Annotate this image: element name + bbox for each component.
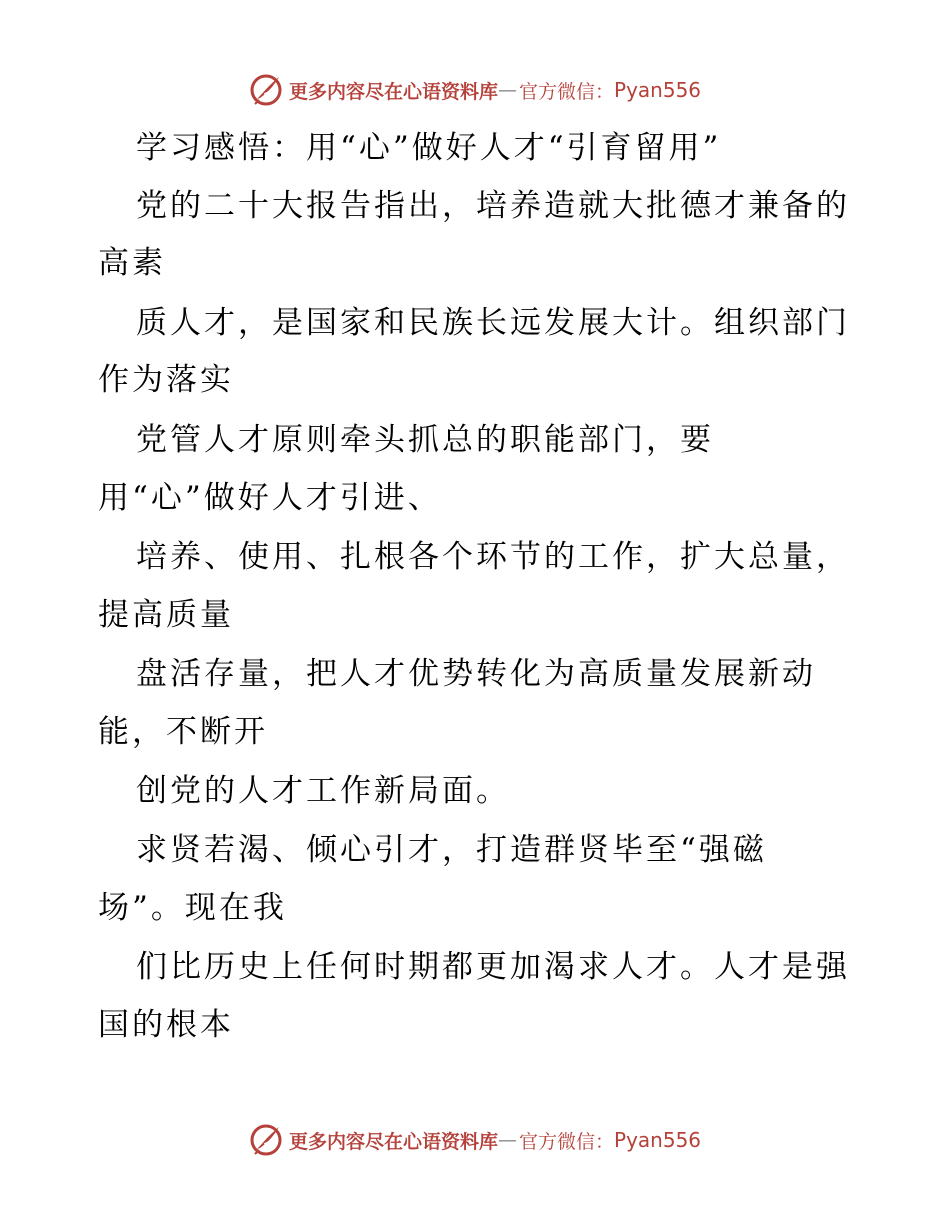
article-line-5: 党管人才原则牵头抓总的职能部门，要 (136, 422, 714, 458)
article-line-6: 用“心”做好人才引进、 (98, 480, 442, 516)
article-line-11: 创党的人才工作新局面。 (136, 773, 510, 809)
article-line-3: 质人才，是国家和民族长远发展大计。组织部门 (136, 305, 850, 341)
feather-pen-logo-icon (249, 73, 283, 107)
watermark-site-name: 更多内容尽在心语资料库 (288, 80, 498, 103)
watermark-wechat-label: 官方微信 (518, 1130, 595, 1153)
article-line-2: 高素 (98, 245, 166, 281)
article-line-15: 国的根本 (98, 1007, 234, 1043)
header-watermark-banner (0, 70, 950, 110)
watermark-site-name: 更多内容尽在心语资料库 (288, 1130, 498, 1153)
watermark-colon: ： (595, 80, 615, 103)
article-line-12: 求贤若渴、倾心引才，打造群贤毕至“强磁 (136, 832, 767, 868)
article-line-8: 提高质量 (98, 597, 234, 633)
watermark-wechat-id: Pyan556 (614, 1128, 702, 1152)
watermark-text (289, 1127, 701, 1154)
watermark-separator: — (497, 79, 517, 101)
article-line-14: 们比历史上任何时期都更加渴求人才。人才是强 (136, 949, 850, 985)
article-line-10: 能，不断开 (98, 714, 268, 750)
watermark-wechat-id: Pyan556 (614, 78, 702, 102)
feather-pen-logo-icon (249, 1123, 283, 1157)
article-line-1: 党的二十大报告指出，培养造就大批德才兼备的 (136, 188, 850, 224)
article-line-13: 场”。现在我 (98, 890, 287, 926)
watermark-separator: — (497, 1129, 517, 1151)
article-line-9: 盘活存量，把人才优势转化为高质量发展新动 (136, 656, 816, 692)
watermark-wechat-label: 官方微信 (518, 80, 595, 103)
footer-watermark-banner (0, 1120, 950, 1160)
article-title: 学习感悟：用“心”做好人才“引育留用” (136, 130, 722, 166)
watermark-colon: ： (595, 1130, 615, 1153)
article-line-4: 作为落实 (98, 362, 234, 398)
article-line-7: 培养、使用、扎根各个环节的工作，扩大总量， (136, 539, 850, 575)
watermark-text (289, 77, 701, 104)
